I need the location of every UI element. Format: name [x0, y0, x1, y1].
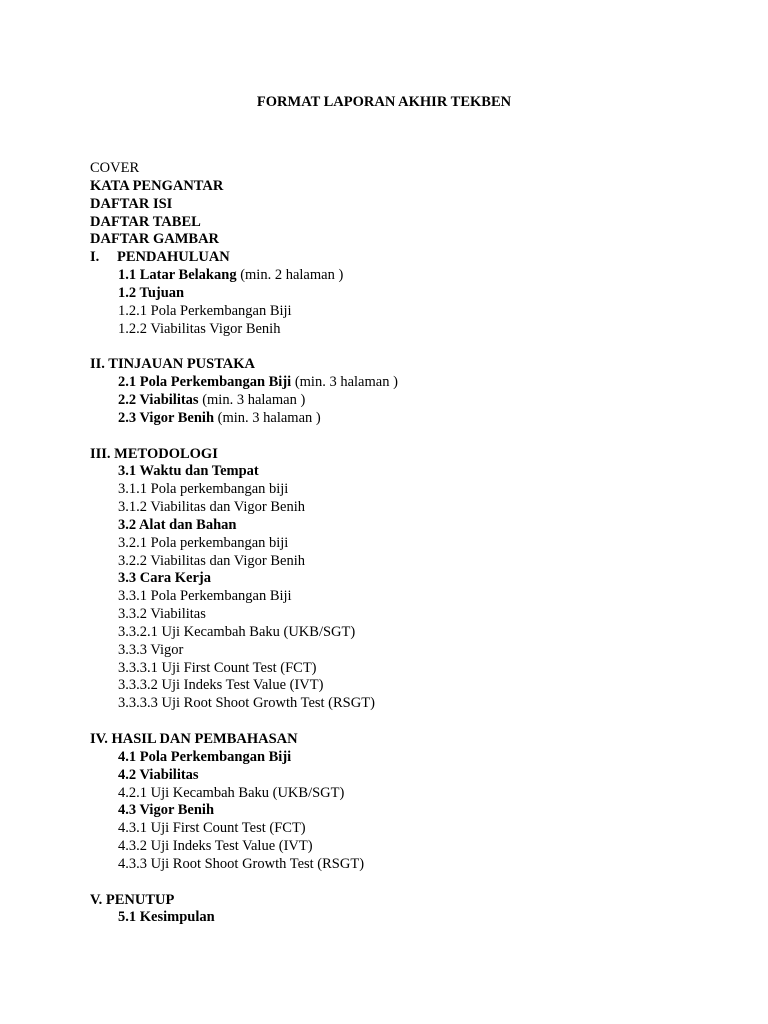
front-daftar-isi: DAFTAR ISI: [90, 195, 173, 212]
chapter-1-heading: [90, 249, 730, 267]
section-2-2: [90, 392, 730, 410]
chapter-1-title: PENDAHULUAN: [117, 249, 230, 266]
section-3-3-1: 3.3.1 Pola Perkembangan Biji: [118, 588, 292, 605]
chapter-1-number: I.: [90, 249, 100, 266]
section-1-2-2: 1.2.2 Viabilitas Vigor Benih: [118, 320, 281, 337]
front-daftar-gambar: DAFTAR GAMBAR: [90, 231, 220, 248]
section-4-3-2: 4.3.2 Uji Indeks Test Value (IVT): [118, 838, 313, 855]
document-title: FORMAT LAPORAN AKHIR TEKBEN: [256, 94, 512, 110]
section-3-1-2: 3.1.2 Viabilitas dan Vigor Benih: [118, 499, 306, 516]
spacer: [90, 428, 730, 446]
section-4-2-1: 4.2.1 Uji Kecambah Baku (UKB/SGT): [118, 784, 345, 801]
spacer: [90, 874, 730, 892]
section-1-1-heading: 1.1 Latar Belakang: [118, 267, 237, 284]
section-3-2-1: 3.2.1 Pola perkembangan biji: [118, 534, 289, 551]
section-5-1-heading: 5.1 Kesimpulan: [118, 909, 215, 926]
section-2-2-heading: 2.2 Viabilitas: [118, 391, 199, 408]
section-2-2-note: (min. 3 halaman ): [198, 391, 306, 408]
section-3-3-3-2: 3.3.3.2 Uji Indeks Test Value (IVT): [118, 677, 324, 694]
front-cover: COVER: [90, 160, 140, 176]
section-2-3: [90, 410, 730, 428]
section-3-3-2-1: 3.3.2.1 Uji Kecambah Baku (UKB/SGT): [118, 623, 356, 640]
section-1-1-note: (min. 2 halaman ): [236, 267, 344, 284]
section-1-2-heading: 1.2 Tujuan: [118, 284, 185, 301]
section-3-2-heading: 3.2 Alat dan Bahan: [118, 516, 237, 533]
section-2-3-heading: 2.3 Vigor Benih: [118, 409, 215, 426]
chapter-4-heading: IV. HASIL DAN PEMBAHASAN: [90, 731, 298, 747]
section-3-2-2: 3.2.2 Viabilitas dan Vigor Benih: [118, 552, 306, 569]
spacer: [90, 338, 730, 356]
section-1-2-1: 1.2.1 Pola Perkembangan Biji: [118, 302, 292, 319]
front-kata-pengantar: KATA PENGANTAR: [90, 177, 224, 194]
section-3-3-3-3: 3.3.3.3 Uji Root Shoot Growth Test (RSGT): [118, 695, 375, 712]
section-3-1-1: 3.1.1 Pola perkembangan biji: [118, 481, 289, 498]
section-4-3-1: 4.3.1 Uji First Count Test (FCT): [118, 820, 306, 837]
section-2-1-heading: 2.1 Pola Perkembangan Biji: [118, 374, 292, 391]
section-4-3-3: 4.3.3 Uji Root Shoot Growth Test (RSGT): [118, 855, 365, 872]
section-1-1: [90, 267, 730, 285]
outline: [90, 160, 730, 927]
section-2-1: [90, 374, 730, 392]
section-3-1-heading: 3.1 Waktu dan Tempat: [118, 463, 259, 480]
section-3-3-2: 3.3.2 Viabilitas: [118, 606, 206, 623]
chapter-5-heading: V. PENUTUP: [90, 891, 175, 908]
chapter-3-heading: III. METODOLOGI: [90, 445, 218, 462]
section-3-3-3-1: 3.3.3.1 Uji First Count Test (FCT): [118, 659, 317, 676]
front-daftar-tabel: DAFTAR TABEL: [90, 213, 201, 230]
section-2-1-note: (min. 3 halaman ): [291, 374, 398, 391]
section-4-2-heading: 4.2 Viabilitas: [118, 766, 199, 783]
section-4-3-heading: 4.3 Vigor Benih: [118, 802, 215, 819]
section-4-1-heading: 4.1 Pola Perkembangan Biji: [118, 748, 292, 765]
section-2-3-note: (min. 3 halaman ): [214, 409, 321, 426]
section-3-3-3: 3.3.3 Vigor: [118, 641, 184, 658]
spacer: [90, 713, 730, 731]
chapter-2-heading: II. TINJAUAN PUSTAKA: [90, 356, 256, 373]
section-3-3-heading: 3.3 Cara Kerja: [118, 570, 212, 587]
